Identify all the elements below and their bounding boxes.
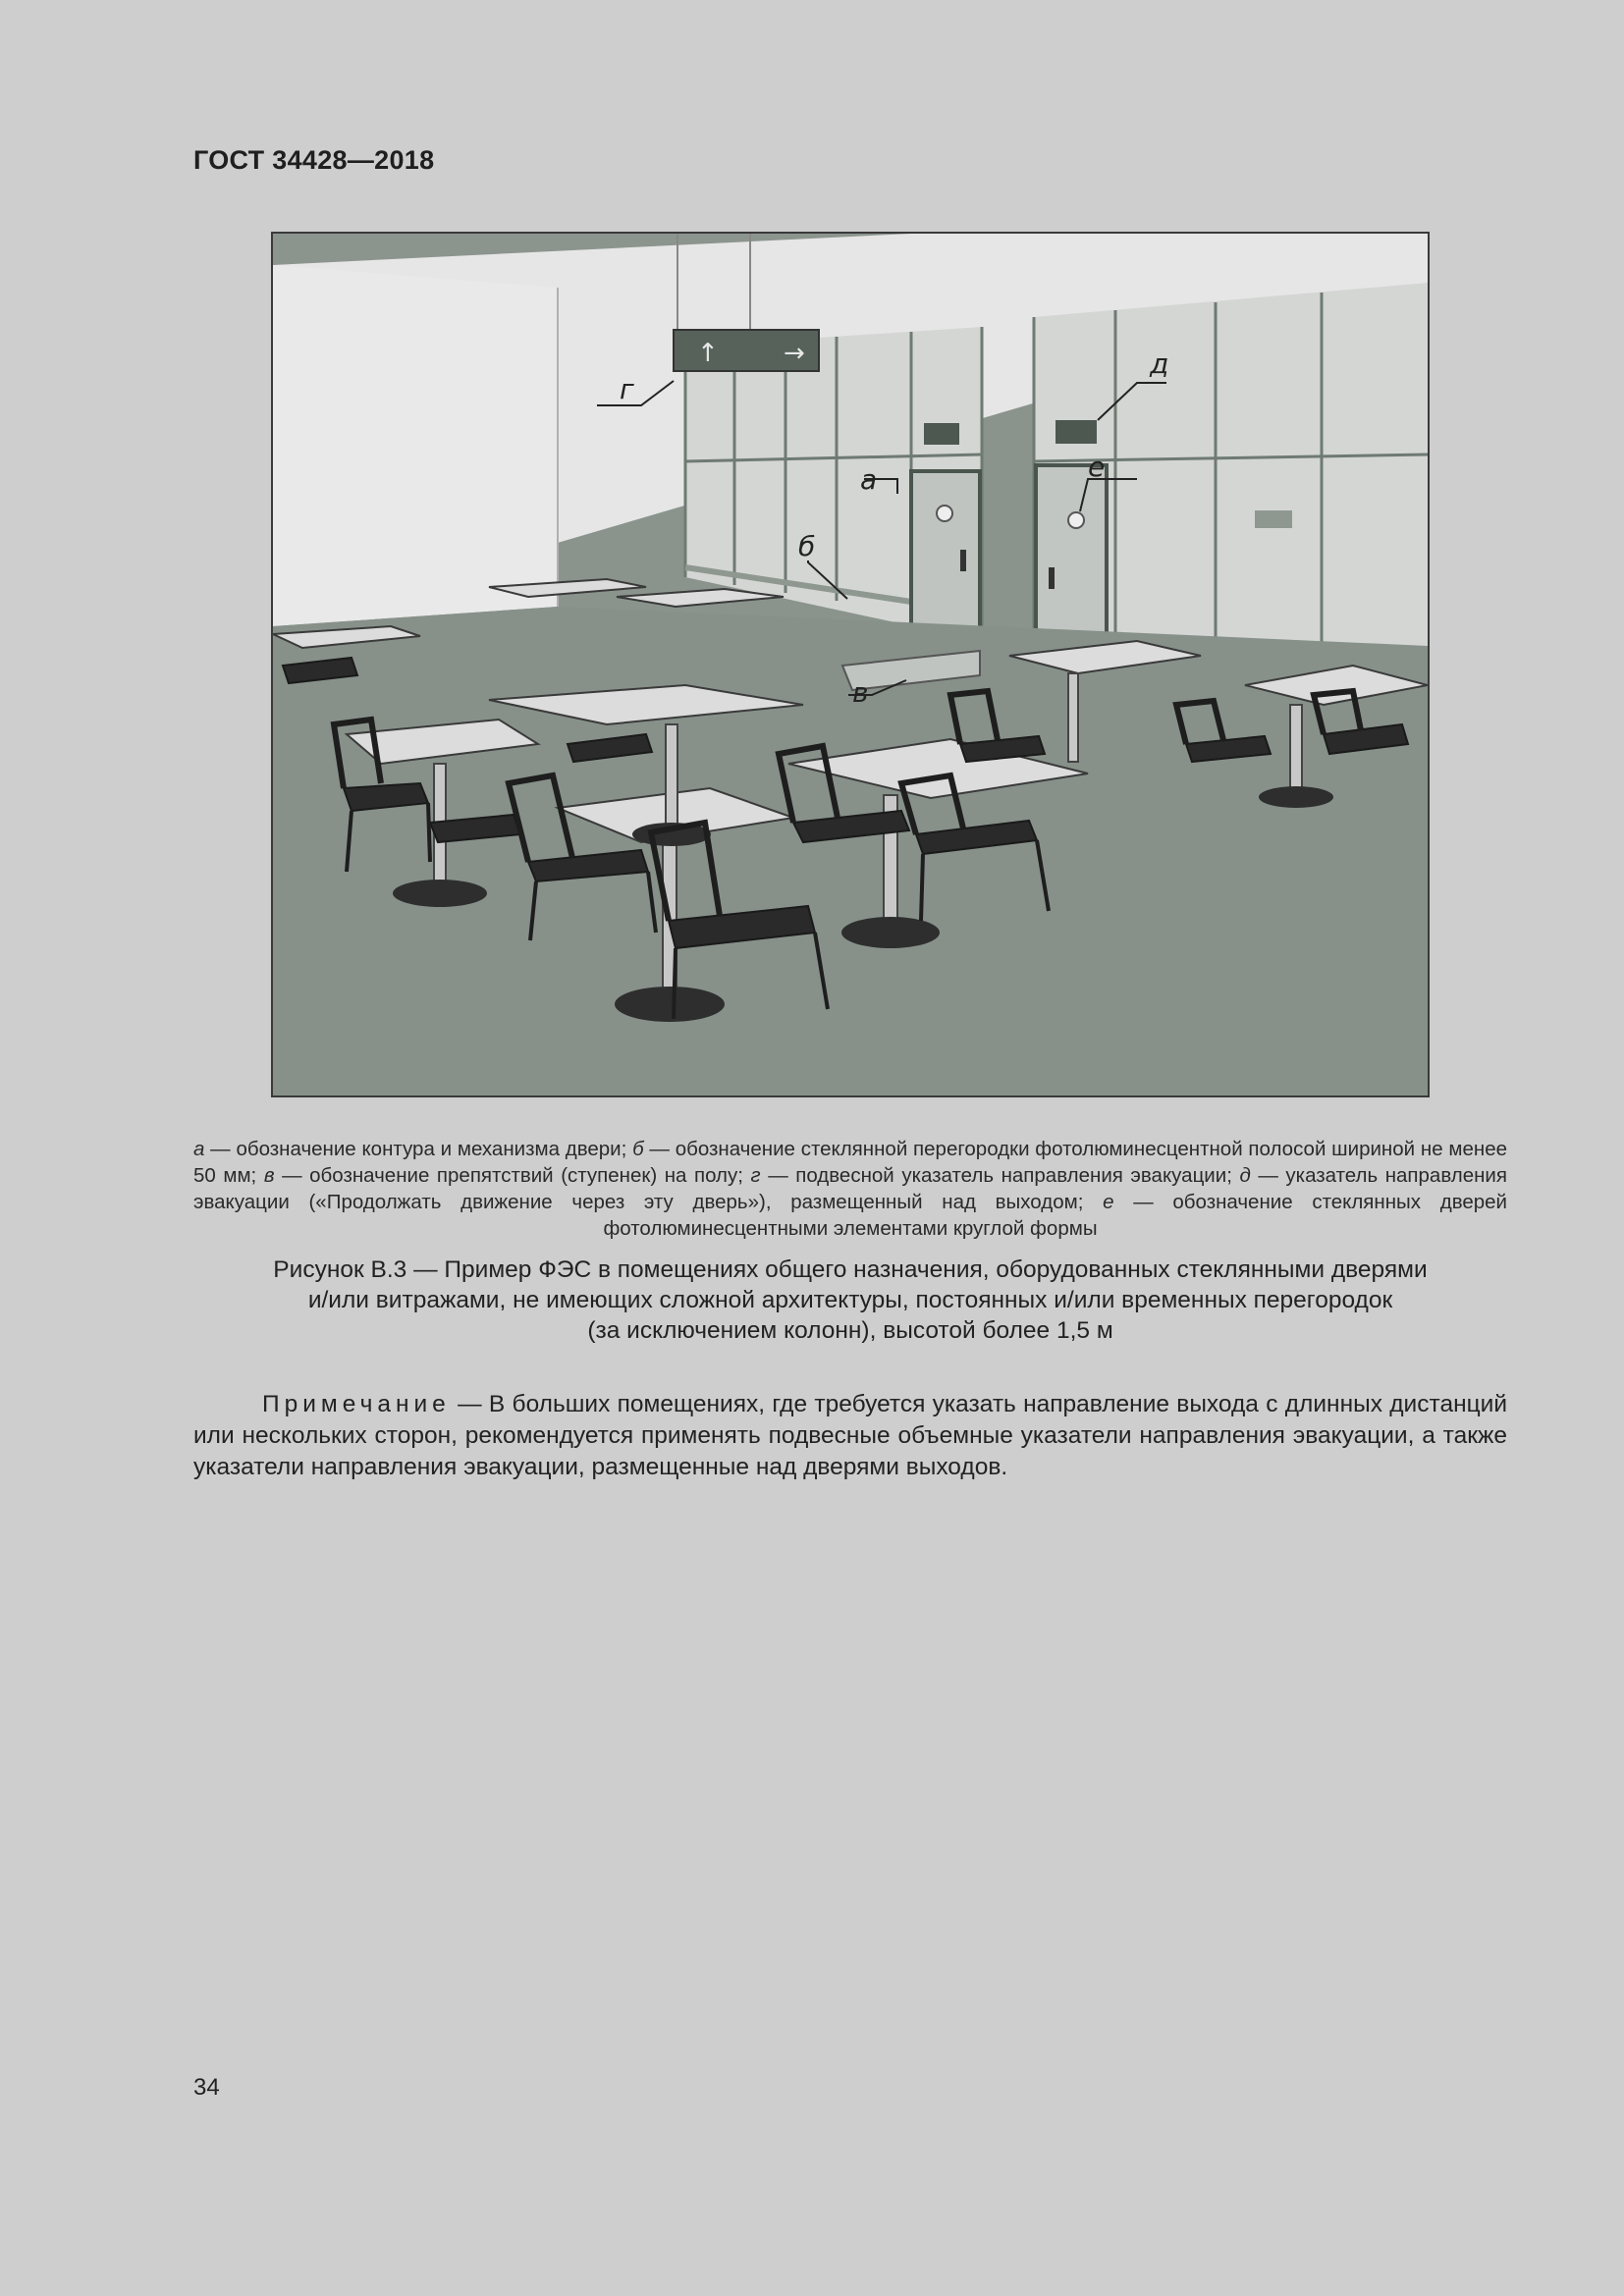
figure-caption [193,1255,1507,1346]
door-circle-marker [937,506,952,521]
legend-key: е [1103,1191,1114,1213]
glass-door-right [1036,465,1107,652]
label-g: г [620,373,634,405]
label-b: б [798,530,816,562]
glass-partition-left [685,327,982,653]
svg-text:→: → [784,339,805,368]
figure-illustration [271,232,1430,1097]
legend-key: д [1239,1164,1251,1187]
legend-text: — обозначение контура и механизма двери; [204,1138,633,1160]
legend-key: б [632,1138,644,1160]
note-paragraph [193,1389,1507,1483]
note-label: Примечание [262,1391,451,1417]
label-a: а [860,463,878,496]
label-d: д [1150,347,1169,380]
legend-text: — обозначение стеклянных дверей фотолюминесцентными элементами круглой формы [603,1191,1508,1240]
legend-text: — обозначение стеклянной перегородки фотолюминесцентной полосой шириной не менее 50 мм; [193,1138,1507,1187]
exit-sign-over-door-right [1056,420,1097,444]
caption-line: (за исключением колонн), высотой более 1,5 м [587,1317,1113,1344]
legend-key: г [750,1164,761,1187]
note-text: — В больших помещениях, где требуется указать направление выхода с длинных дистанций или нескольких сторон, рекомендуется применять подвесные объемные указатели направления эвакуации, а также указатели направления эвакуации, размещенные над дверями выходов. [193,1391,1507,1480]
caption-line: и/или витражами, не имеющих сложной архитектуры, постоянных и/или временных перегородок [307,1287,1393,1313]
cafeteria-scene [273,234,1428,1095]
legend-text: — указатель направления эвакуации («Продолжать движение через эту дверь»), размещенный над выходом; [193,1164,1507,1213]
wall-exit-sign [1255,510,1292,528]
page-number: 34 [193,2074,220,2101]
document-header: ГОСТ 34428—2018 [193,145,435,175]
label-v: в [852,676,869,709]
caption-line: Рисунок В.3 — Пример ФЭС в помещениях общего назначения, оборудованных стеклянными дверями [273,1256,1428,1283]
legend-text: — обозначение препятствий (ступенек) на полу; [274,1164,751,1187]
legend-text: — подвесной указатель направления эвакуации; [760,1164,1240,1187]
door-circle-marker-right [1068,512,1084,528]
svg-text:↑: ↑ [697,339,719,368]
exit-sign-over-door-left [924,423,959,445]
figure-legend [193,1136,1507,1242]
label-e: е [1088,451,1106,483]
legend-key: а [193,1138,205,1160]
legend-key: в [263,1164,275,1187]
